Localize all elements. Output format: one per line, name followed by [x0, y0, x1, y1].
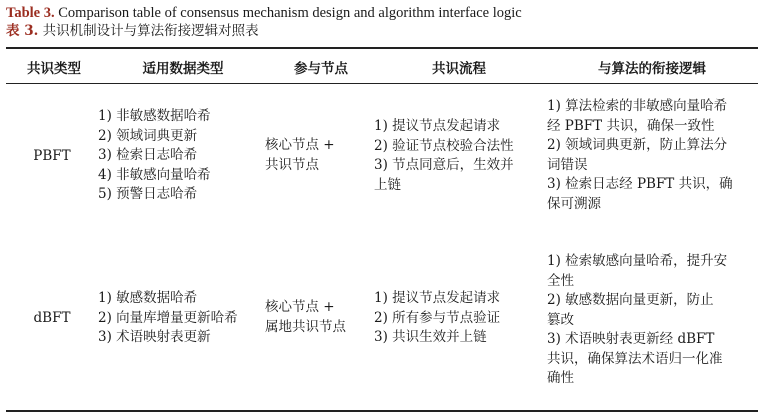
list-item: 2) 领域词典更新 — [98, 127, 198, 144]
text-line: 经 PBFT 共识，确保一致性 — [547, 117, 715, 134]
list-item: 2) 验证节点校验合法性 — [374, 137, 514, 154]
text-line: 篡改 — [547, 311, 574, 328]
header-nodes: 参与节点 — [294, 61, 348, 77]
header-data-type: 适用数据类型 — [142, 61, 224, 77]
table-top-rule — [6, 47, 758, 49]
table-caption-zh — [6, 22, 259, 40]
row-pbft-logic — [547, 97, 733, 214]
list-item: 5) 预警日志哈希 — [98, 186, 198, 202]
list-item: 4) 非敏感向量哈希 — [98, 166, 211, 183]
text-line: 共识，确保算法术语归一化准 — [547, 350, 723, 367]
list-item: 3) 共识生效并上链 — [374, 329, 487, 345]
text-line: 确性 — [547, 370, 574, 386]
list-item: 2) 向量库增量更新哈希 — [98, 309, 238, 326]
list-item: 2) 所有参与节点验证 — [374, 309, 501, 326]
row-pbft-process — [374, 117, 514, 195]
row-dbft-process — [374, 289, 500, 348]
table-caption-en — [6, 4, 522, 22]
list-item: 3) 术语映射表更新 — [98, 329, 211, 345]
text-line: 全性 — [547, 272, 574, 289]
caption-text-zh: 共识机制设计与算法衔接逻辑对照表 — [42, 23, 259, 39]
text-line: 共识节点 — [265, 156, 319, 173]
row-pbft-nodes — [265, 136, 335, 175]
header-process: 共识流程 — [432, 61, 486, 77]
list-item: 1) 提议节点发起请求 — [374, 118, 501, 134]
row-pbft-type: PBFT — [33, 148, 71, 164]
text-line: 3) 术语映射表更新经 dBFT — [547, 331, 715, 347]
text-line: 1) 检索敏感向量哈希，提升安 — [547, 253, 728, 269]
list-item: 1) 非敏感数据哈希 — [98, 108, 211, 124]
caption-label-en: Table 3. — [6, 5, 55, 21]
caption-label-zh: 表 3. — [6, 23, 39, 39]
text-line: 2) 敏感数据向量更新，防止 — [547, 292, 714, 308]
caption-text-en: Comparison table of consensus mechanism design and algorithm interface logic — [58, 5, 522, 21]
list-item: 3) 检索日志哈希 — [98, 147, 198, 163]
list-item: 1) 提议节点发起请求 — [374, 290, 501, 306]
row-pbft-data-types — [98, 107, 211, 205]
row-dbft-logic — [547, 252, 727, 389]
row-dbft-data-types — [98, 289, 238, 348]
text-line: 核心节点 + — [265, 299, 335, 315]
header-consensus-type: 共识类型 — [27, 61, 81, 77]
header-algorithm-logic: 与算法的衔接逻辑 — [598, 61, 706, 77]
table-header-rule — [6, 83, 758, 84]
list-item: 上链 — [374, 176, 401, 193]
text-line: 1) 算法检索的非敏感向量哈希 — [547, 98, 728, 114]
row-dbft-type: dBFT — [33, 310, 71, 326]
table-bottom-rule — [6, 410, 758, 412]
text-line: 核心节点 + — [265, 137, 335, 153]
text-line: 保可溯源 — [547, 195, 601, 212]
row-dbft-nodes — [265, 298, 346, 337]
text-line: 属地共识节点 — [265, 318, 346, 335]
list-item: 3) 节点同意后，生效并 — [374, 157, 514, 173]
text-line: 2) 领域词典更新，防止算法分 — [547, 137, 728, 153]
text-line: 3) 检索日志经 PBFT 共识，确 — [547, 176, 733, 192]
list-item: 1) 敏感数据哈希 — [98, 290, 198, 306]
text-line: 词错误 — [547, 156, 588, 173]
